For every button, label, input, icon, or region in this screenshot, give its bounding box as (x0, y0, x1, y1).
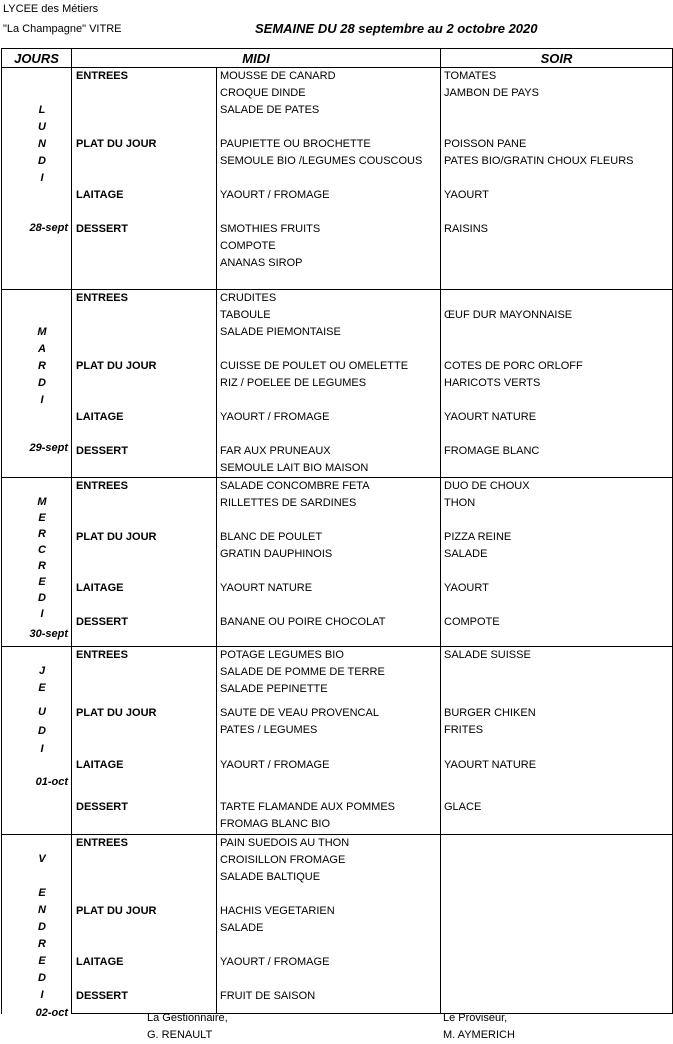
category-cell-line: DESSERT (76, 445, 128, 457)
day-letter: A (38, 343, 46, 355)
midi-cell (217, 443, 441, 478)
soir-cell (441, 647, 673, 706)
soir-cell-line: YAOURT (444, 189, 489, 201)
soir-cell-line: COMPOTE (444, 616, 500, 628)
day-letter: L (38, 104, 46, 116)
soir-cell-line: PATES BIO/GRATIN CHOUX FLEURS (444, 155, 634, 167)
soir-cell (441, 68, 673, 137)
midi-cell (217, 647, 441, 706)
category-cell (72, 954, 217, 988)
category-cell-line: LAITAGE (76, 411, 124, 423)
day-letter: R (38, 938, 46, 950)
day-letter: J (38, 665, 46, 677)
soir-cell-line: SALADE SUISSE (444, 649, 531, 661)
midi-cell (217, 68, 441, 137)
midi-cell-line: SALADE PIEMONTAISE (220, 326, 341, 338)
table-row (2, 647, 673, 706)
soir-cell (441, 614, 673, 647)
midi-cell-line: CROQUE DINDE (220, 87, 306, 99)
day-letter: D (38, 155, 46, 167)
proviseur-role: Le Proviseur, (443, 1012, 508, 1024)
category-cell-line: DESSERT (76, 801, 128, 813)
midi-cell (217, 187, 441, 221)
midi-cell (217, 835, 441, 904)
day-letter: R (38, 560, 46, 572)
day-date: 01-oct (35, 776, 68, 788)
table-header-row (2, 49, 673, 68)
table-row (2, 187, 673, 221)
midi-cell (217, 478, 441, 530)
midi-cell-line: PAUPIETTE OU BROCHETTE (220, 138, 371, 150)
category-cell (72, 835, 217, 904)
table-row (2, 799, 673, 835)
midi-cell-line: TABOULE (220, 309, 271, 321)
soir-cell-line: YAOURT (444, 582, 489, 594)
soir-cell-line: RAISINS (444, 223, 489, 235)
school-name: LYCEE des Métiers (3, 3, 99, 15)
soir-cell (441, 580, 673, 614)
day-letter: E (38, 955, 46, 967)
table-row (2, 290, 673, 359)
day-letter: D (38, 972, 46, 984)
day-date: 28-sept (29, 222, 68, 234)
midi-cell-line: YAOURT / FROMAGE (220, 956, 330, 968)
midi-cell-line: SMOTHIES FRUITS (220, 223, 321, 235)
category-cell (72, 529, 217, 580)
midi-cell (217, 988, 441, 1014)
day-letter: D (38, 725, 46, 737)
midi-cell (217, 903, 441, 954)
table-row (2, 705, 673, 757)
midi-cell (217, 580, 441, 614)
soir-cell (441, 221, 673, 290)
soir-cell-line (441, 290, 672, 307)
soir-cell-line: ŒUF DUR MAYONNAISE (444, 309, 573, 321)
category-cell (72, 290, 217, 359)
midi-cell-line: CUISSE DE POULET OU OMELETTE (220, 360, 409, 372)
soir-cell-line: POISSON PANE (444, 138, 527, 150)
page-title: SEMAINE DU 28 septembre au 2 octobre 2020 (255, 21, 538, 36)
day-cell (2, 647, 72, 835)
day-letter: D (38, 592, 46, 604)
category-cell-line: DESSERT (76, 223, 128, 235)
soir-cell (441, 187, 673, 221)
category-cell (72, 187, 217, 221)
midi-cell-line: SALADE PEPINETTE (220, 683, 328, 695)
day-letter: D (38, 377, 46, 389)
soir-cell-line: FRITES (444, 724, 484, 736)
soir-cell (441, 443, 673, 478)
day-letter: U (38, 121, 46, 133)
col-header-soir: SOIR (441, 49, 673, 68)
day-letter: V (38, 853, 46, 865)
category-cell (72, 221, 217, 290)
soir-cell (441, 478, 673, 530)
soir-cell-line: PIZZA REINE (444, 531, 512, 543)
day-letter: E (38, 512, 46, 524)
gestionnaire-signature (147, 1010, 228, 1044)
day-date: 30-sept (29, 628, 68, 640)
table-row (2, 580, 673, 614)
day-letter: I (40, 743, 44, 755)
category-cell-line: PLAT DU JOUR (76, 138, 157, 150)
table-row (2, 835, 673, 904)
midi-cell-line: BANANE OU POIRE CHOCOLAT (220, 616, 386, 628)
category-cell (72, 757, 217, 799)
midi-cell (217, 799, 441, 835)
table-row (2, 409, 673, 443)
day-letter: I (40, 394, 44, 406)
category-cell (72, 799, 217, 835)
midi-cell-line: SEMOULE BIO /LEGUMES COUSCOUS (220, 155, 423, 167)
category-cell-line: DESSERT (76, 616, 128, 628)
soir-cell-line: FROMAGE BLANC (444, 445, 540, 457)
midi-cell (217, 290, 441, 359)
category-cell-line: PLAT DU JOUR (76, 360, 157, 372)
day-cell (2, 835, 72, 1019)
table-row (2, 358, 673, 409)
midi-cell (217, 954, 441, 988)
category-cell-line: LAITAGE (76, 582, 124, 594)
soir-cell-line: YAOURT NATURE (444, 411, 537, 423)
soir-cell (441, 757, 673, 799)
category-cell-line: ENTREES (76, 837, 128, 849)
category-cell (72, 136, 217, 187)
day-letter: R (38, 360, 46, 372)
midi-cell-line: SALADE CONCOMBRE FETA (220, 480, 370, 492)
midi-cell-line: FRUIT DE SAISON (220, 990, 316, 1002)
category-cell (72, 580, 217, 614)
table-row (2, 478, 673, 530)
table-row (2, 221, 673, 290)
midi-cell-line: SALADE (220, 922, 264, 934)
midi-cell-line: POTAGE LEGUMES BIO (220, 649, 344, 661)
soir-cell (441, 799, 673, 835)
midi-cell (217, 614, 441, 647)
soir-cell-line: THON (444, 497, 476, 509)
category-cell-line: ENTREES (76, 649, 128, 661)
day-letter: U (38, 706, 46, 718)
day-letter: R (38, 528, 46, 540)
soir-cell (441, 290, 673, 359)
day-date: 02-oct (35, 1007, 68, 1019)
day-letter: C (38, 544, 46, 556)
table-row (2, 954, 673, 988)
midi-cell (217, 529, 441, 580)
midi-cell-line: RIZ / POELEE DE LEGUMES (220, 377, 367, 389)
midi-cell-line: HACHIS VEGETARIEN (220, 905, 335, 917)
soir-cell-line: SALADE (444, 548, 488, 560)
category-cell-line: LAITAGE (76, 759, 124, 771)
category-cell-line: LAITAGE (76, 189, 124, 201)
soir-cell-line: JAMBON DE PAYS (444, 87, 539, 99)
soir-cell (441, 136, 673, 187)
midi-cell-line: MOUSSE DE CANARD (220, 70, 336, 82)
midi-cell-line: CRUDITES (220, 292, 277, 304)
midi-cell (217, 409, 441, 443)
midi-cell-line: BLANC DE POULET (220, 531, 323, 543)
soir-cell (441, 705, 673, 757)
category-cell (72, 647, 217, 706)
midi-cell-line: ANANAS SIROP (220, 257, 303, 269)
midi-cell-line: SALADE DE POMME DE TERRE (220, 666, 385, 678)
midi-cell-line: GRATIN DAUPHINOIS (220, 548, 333, 560)
day-letter: I (40, 608, 44, 620)
table-row (2, 903, 673, 954)
col-header-jours: JOURS (2, 49, 72, 68)
midi-cell-line: SALADE DE PATES (220, 104, 320, 116)
day-letter: I (40, 172, 44, 184)
midi-cell (217, 136, 441, 187)
table-row (2, 68, 673, 137)
category-cell (72, 443, 217, 478)
soir-cell (441, 409, 673, 443)
midi-cell-line: YAOURT / FROMAGE (220, 411, 330, 423)
midi-cell-line: CROISILLON FROMAGE (220, 854, 346, 866)
day-cell (2, 478, 72, 647)
day-letter: N (38, 904, 46, 916)
midi-cell (217, 705, 441, 757)
day-date: 29-sept (29, 442, 68, 454)
school-place: "La Champagne" VITRE (3, 23, 122, 35)
midi-cell-line: SALADE BALTIQUE (220, 871, 321, 883)
gestionnaire-role: La Gestionnaire, (147, 1012, 228, 1024)
category-cell (72, 68, 217, 137)
table-row (2, 988, 673, 1014)
category-cell-line: PLAT DU JOUR (76, 531, 157, 543)
soir-cell (441, 903, 673, 954)
day-cell (2, 68, 72, 290)
soir-cell (441, 529, 673, 580)
midi-cell (217, 221, 441, 290)
table-row (2, 443, 673, 478)
day-letter: E (38, 576, 46, 588)
table-row (2, 614, 673, 647)
midi-cell-line: YAOURT / FROMAGE (220, 189, 330, 201)
col-header-midi: MIDI (72, 49, 441, 68)
midi-cell-line: RILLETTES DE SARDINES (220, 497, 357, 509)
soir-cell-line: COTES DE PORC ORLOFF (444, 360, 583, 372)
midi-cell-line: FROMAG BLANC BIO (220, 818, 331, 830)
soir-cell (441, 954, 673, 988)
category-cell-line: ENTREES (76, 70, 128, 82)
day-letter: M (37, 496, 47, 508)
midi-cell-line: YAOURT NATURE (220, 582, 313, 594)
category-cell (72, 358, 217, 409)
day-letter: M (37, 326, 47, 338)
category-cell-line: DESSERT (76, 990, 128, 1002)
midi-cell (217, 358, 441, 409)
midi-cell-line: FAR AUX PRUNEAUX (220, 445, 331, 457)
category-cell (72, 478, 217, 530)
category-cell (72, 903, 217, 954)
soir-cell-line: HARICOTS VERTS (444, 377, 541, 389)
soir-cell-line: DUO DE CHOUX (444, 480, 530, 492)
midi-cell-line: PAIN SUEDOIS AU THON (220, 837, 350, 849)
category-cell-line: ENTREES (76, 480, 128, 492)
midi-cell-line: SEMOULE LAIT BIO MAISON (220, 462, 369, 474)
day-letter: N (38, 138, 46, 150)
midi-cell-line: YAOURT / FROMAGE (220, 759, 330, 771)
proviseur-signature (443, 1010, 515, 1044)
day-letter: E (38, 682, 46, 694)
midi-cell-line: TARTE FLAMANDE AUX POMMES (220, 801, 396, 813)
category-cell-line: PLAT DU JOUR (76, 707, 157, 719)
midi-cell-line: SAUTE DE VEAU PROVENCAL (220, 707, 379, 719)
day-letter: D (38, 921, 46, 933)
category-cell (72, 409, 217, 443)
gestionnaire-name: G. RENAULT (147, 1029, 213, 1041)
day-letter: I (40, 989, 44, 1001)
soir-cell-line: BURGER CHIKEN (444, 707, 536, 719)
day-letter: E (38, 887, 46, 899)
soir-cell-line: GLACE (444, 801, 482, 813)
midi-cell-line: PATES / LEGUMES (220, 724, 318, 736)
category-cell (72, 614, 217, 647)
table-row (2, 136, 673, 187)
midi-cell-line: COMPOTE (220, 240, 276, 252)
category-cell-line: LAITAGE (76, 956, 124, 968)
soir-cell-line: YAOURT NATURE (444, 759, 537, 771)
soir-cell (441, 358, 673, 409)
midi-cell (217, 757, 441, 799)
category-cell-line: PLAT DU JOUR (76, 905, 157, 917)
soir-cell (441, 835, 673, 904)
table-row (2, 757, 673, 799)
category-cell-line: ENTREES (76, 292, 128, 304)
proviseur-name: M. AYMERICH (443, 1029, 515, 1041)
soir-cell-line: TOMATES (444, 70, 497, 82)
table-row (2, 529, 673, 580)
category-cell (72, 705, 217, 757)
day-cell (2, 290, 72, 478)
